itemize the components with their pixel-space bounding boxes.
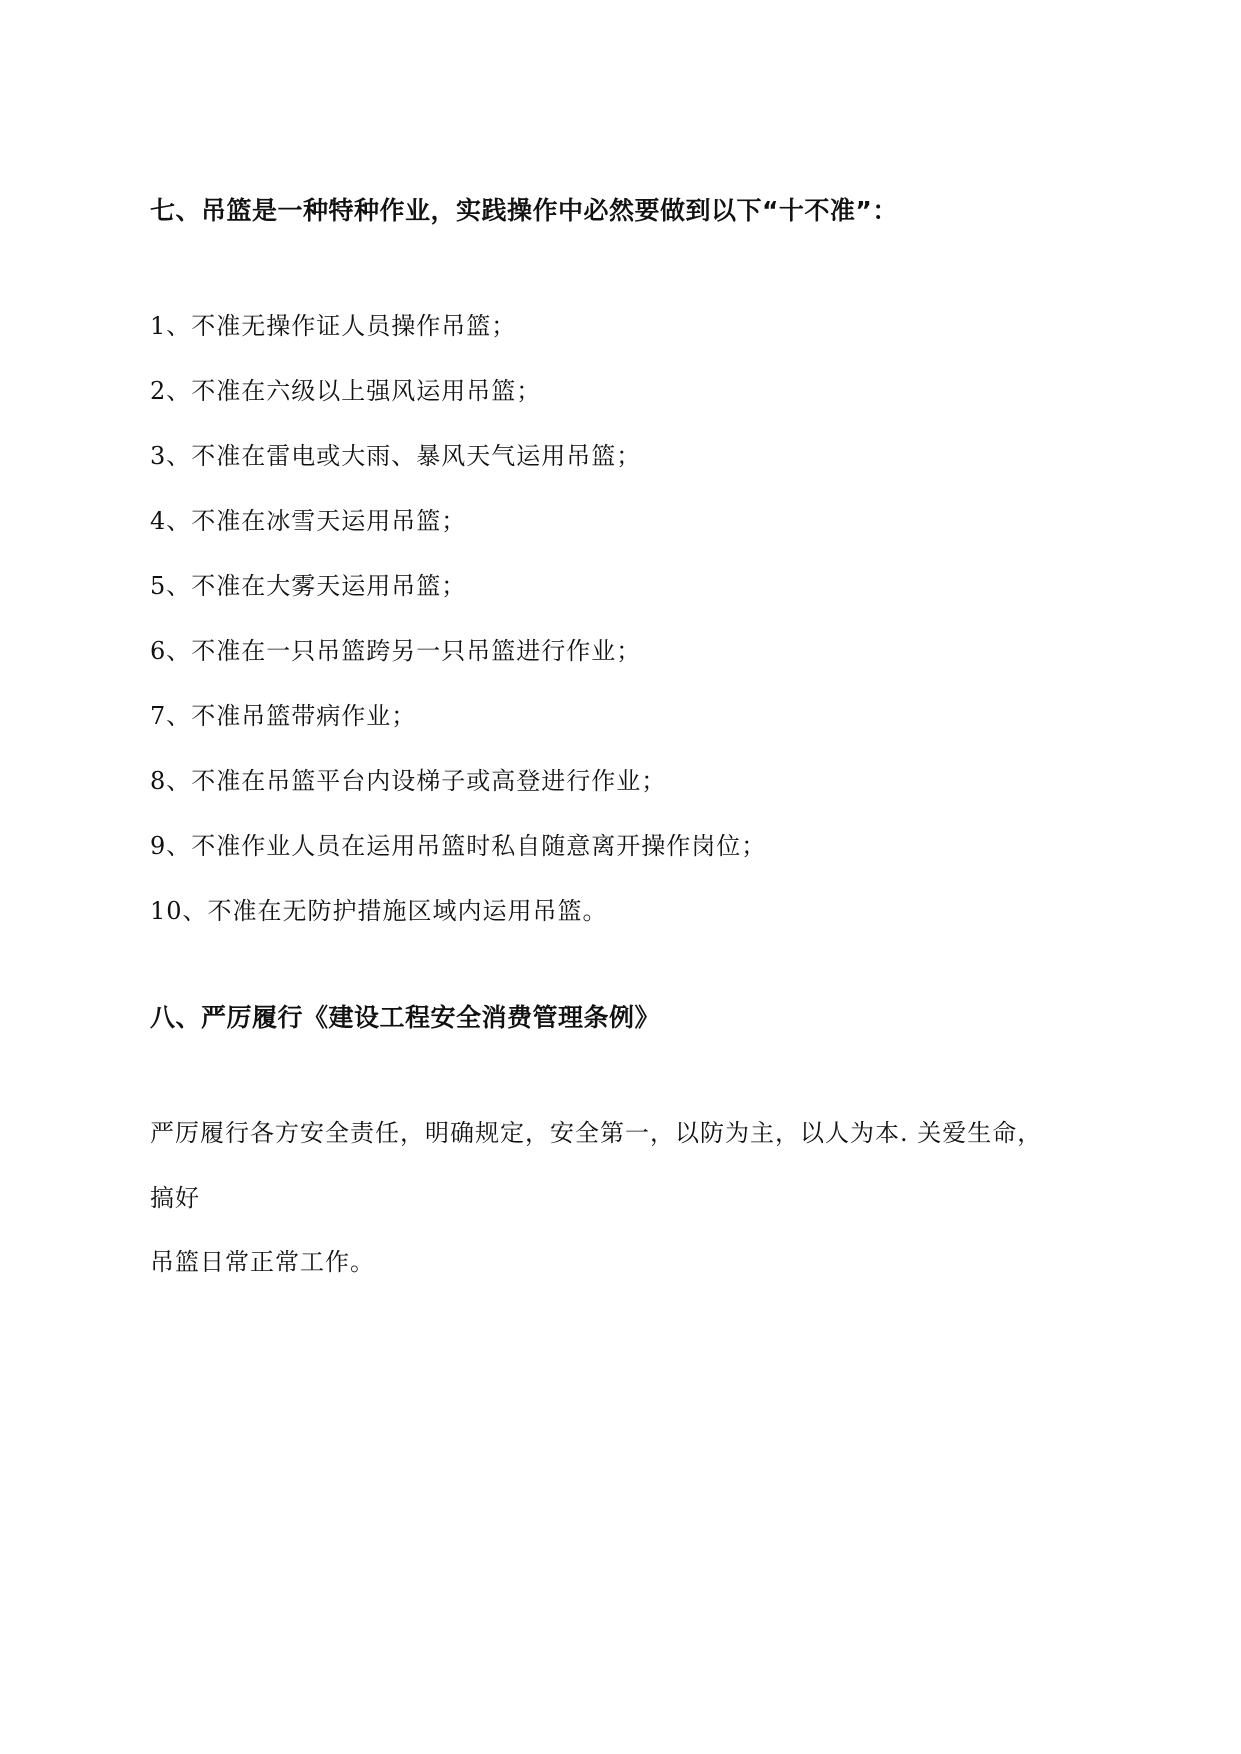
list-item: 5、不准在大雾天运用吊篮； bbox=[150, 572, 467, 600]
list-item: 7、不准吊篮带病作业； bbox=[150, 702, 417, 730]
list-item: 1、不准无操作证人员操作吊篮； bbox=[150, 312, 517, 340]
paragraph-line: 搞好 bbox=[150, 1184, 200, 1212]
list-item: 4、不准在冰雪天运用吊篮； bbox=[150, 507, 467, 535]
ten-prohibitions-list bbox=[150, 310, 766, 960]
paragraph-line: 严厉履行各方安全责任，明确规定，安全第一，以防为主，以人为本. 关爱生命， bbox=[150, 1119, 1043, 1147]
list-item: 3、不准在雷电或大雨、暴风天气运用吊篮； bbox=[150, 442, 642, 470]
paragraph-line: 吊篮日常正常工作。 bbox=[150, 1248, 375, 1276]
section-7-heading: 七、吊篮是一种特种作业，实践操作中必然要做到以下“十不准”： bbox=[150, 196, 898, 225]
list-item: 10、不准在无防护措施区域内运用吊篮。 bbox=[150, 897, 608, 925]
list-item: 2、不准在六级以上强风运用吊篮； bbox=[150, 377, 542, 405]
list-item: 8、不准在吊篮平台内设梯子或高登进行作业； bbox=[150, 767, 667, 795]
list-item: 9、不准作业人员在运用吊篮时私自随意离开操作岗位； bbox=[150, 832, 767, 860]
section-8-heading: 八、严厉履行《建设工程安全消费管理条例》 bbox=[150, 1003, 661, 1032]
list-item: 6、不准在一只吊篮跨另一只吊篮进行作业； bbox=[150, 637, 642, 665]
